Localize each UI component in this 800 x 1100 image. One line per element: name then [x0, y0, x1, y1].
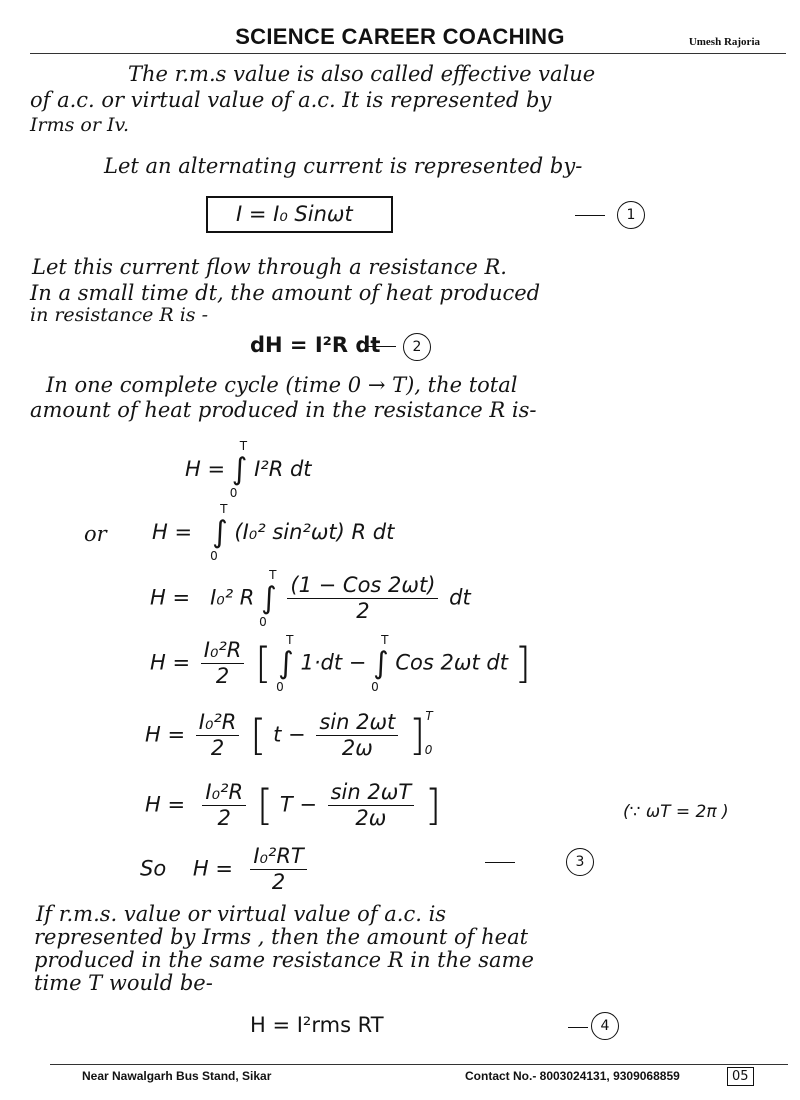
- integral-sign: ∫ T 0: [371, 632, 389, 694]
- header-author: Umesh Rajoria: [688, 36, 760, 48]
- equation-number-3: 3: [566, 848, 594, 876]
- term1: 1·dt: [300, 650, 343, 675]
- lhs: H =: [150, 585, 191, 610]
- para2: Let an alternating current is represented by-: [104, 154, 583, 178]
- equation-dash: [366, 346, 396, 347]
- equation-number-4: 4: [591, 1012, 619, 1040]
- term1: T −: [279, 792, 317, 817]
- equation-3: [140, 846, 311, 893]
- integrand: I²R dt: [254, 457, 312, 481]
- equation-dash: [485, 862, 515, 863]
- equation-note: (∵ ωT = 2π ): [623, 802, 729, 822]
- equation-h-substituted: H = $\frac{\text{I₀²R}}{2}$ [ T − $\frac{\sin 2\omega T}{2\omega}$ ]: [145, 780, 442, 830]
- footer-divider: [50, 1064, 788, 1065]
- integral-sign: ∫ T 0: [210, 502, 228, 563]
- equation-dash: [568, 1027, 588, 1028]
- fraction: $\frac{\text{I₀²R}}{2}$: [202, 782, 246, 829]
- para1-line2: of a.c. or virtual value of a.c. It is represented by: [30, 88, 552, 112]
- minus: −: [348, 650, 367, 675]
- equation-1-box: I = I₀ Sinωt: [206, 196, 393, 233]
- para3-line3: in resistance R is -: [30, 304, 209, 326]
- footer-contact: Contact No.- 8003024131, 9309068859: [465, 1069, 680, 1083]
- equation-number-1: 1: [617, 201, 645, 229]
- equation-dash: [575, 215, 605, 216]
- lhs: H =: [150, 650, 191, 675]
- lhs: H =: [145, 722, 186, 747]
- dt: dt: [449, 585, 471, 610]
- para4-line1: In one complete cycle (time 0 → T), the total: [46, 373, 518, 397]
- para5-line2: represented by Irms , then the amount of heat: [34, 925, 529, 949]
- equation-h-evaluated: H = $\frac{\text{I₀²R}}{2}$ [ t − $\frac{\sin 2\omega t}{2\omega}$ ]$^T_0$: [145, 708, 433, 760]
- lhs: H =: [152, 520, 193, 544]
- para5-line4: time T would be-: [34, 971, 213, 995]
- fraction: $\frac{\text{I₀²R}}{2}$: [201, 640, 245, 687]
- fraction: $\frac{\text{(1 − Cos 2ωt)}}{2}$: [287, 575, 438, 622]
- equation-4: H = I²rms RT: [250, 1013, 384, 1037]
- para3-line2: In a small time dt, the amount of heat produced: [30, 281, 541, 305]
- header-title: SCIENCE CAREER COACHING: [235, 24, 565, 49]
- equation-number-2: 2: [403, 333, 431, 361]
- equation-h-expanded: [152, 502, 395, 563]
- integrand: (I₀² sin²ωt) R dt: [234, 520, 395, 544]
- lhs: H =: [192, 856, 233, 881]
- lhs: H =: [145, 792, 186, 817]
- integral-sign: ∫ T 0: [259, 567, 277, 629]
- equation-h-integral: [185, 439, 312, 500]
- integral-sign: ∫ T 0: [276, 632, 294, 694]
- so-label: So: [140, 856, 167, 881]
- footer-address: Near Nawalgarh Bus Stand, Sikar: [82, 1069, 272, 1083]
- integral-sign: ∫ T 0: [229, 439, 248, 500]
- equation-h-split: H = $\frac{\text{I₀²R}}{2}$ [ ∫ T 0 1·dt − ∫ T 0 Cos 2ωt dt ]: [150, 632, 532, 694]
- equation-2: dH = I²R dt: [250, 333, 381, 357]
- coefficient: I₀² R: [210, 585, 255, 610]
- fraction: $\frac{\text{I₀²RT}}{2}$: [250, 846, 306, 893]
- header-divider: [30, 53, 786, 54]
- para1-line1: The r.m.s value is also called effective value: [128, 62, 596, 86]
- term2: Cos 2ωt dt: [395, 650, 508, 675]
- para3-line1: Let this current flow through a resistance R.: [32, 255, 507, 279]
- lhs: H =: [185, 457, 226, 481]
- para5-line3: produced in the same resistance R in the same: [34, 948, 534, 972]
- para5-line1: If r.m.s. value or virtual value of a.c. is: [36, 902, 447, 926]
- fraction: $\frac{\text{I₀²R}}{2}$: [196, 712, 240, 759]
- fraction: $\frac{\sin 2\omega t}{2\omega}$: [316, 712, 398, 759]
- fraction: $\frac{\sin 2\omega T}{2\omega}$: [328, 782, 415, 829]
- equation-h-cos: [150, 567, 471, 629]
- para4-line2: amount of heat produced in the resistance R is-: [30, 398, 537, 422]
- page-number: 05: [727, 1067, 754, 1086]
- para1-line3: Irms or Iv.: [30, 114, 129, 136]
- term1: t −: [273, 722, 306, 747]
- or-label: or: [84, 522, 107, 546]
